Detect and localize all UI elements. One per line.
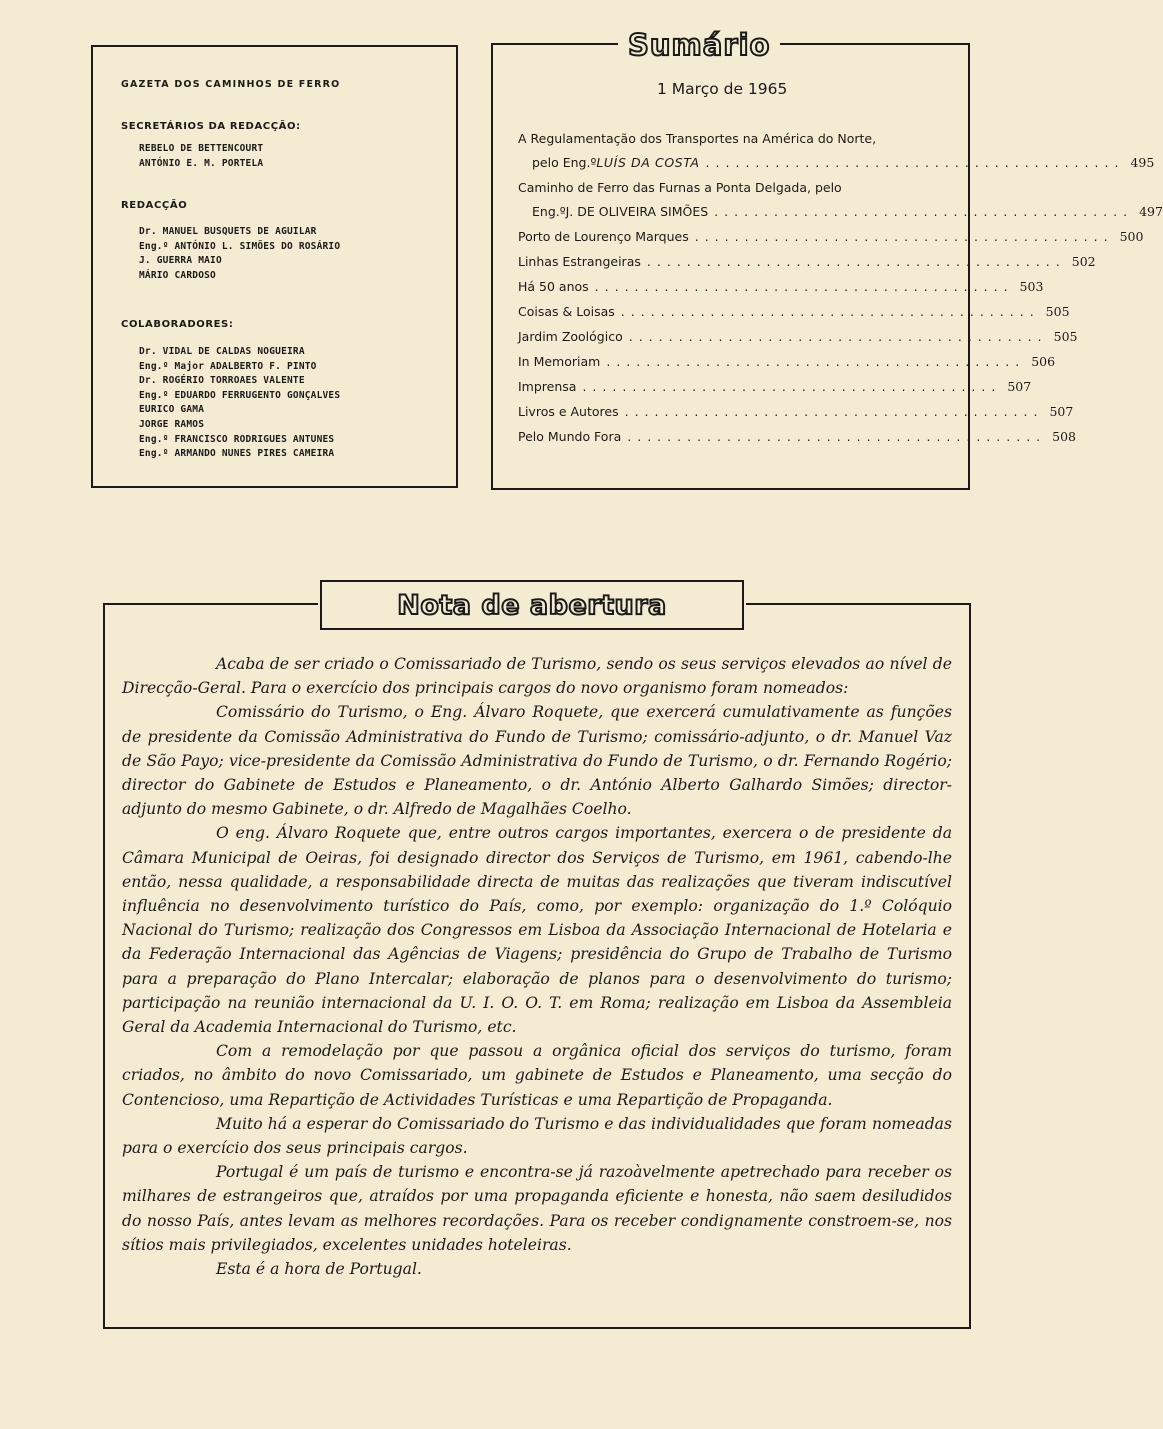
staff-name: MÁRIO CARDOSO [139,269,216,281]
toc-entry[interactable] [518,424,1077,449]
toc-page-number: 502 [1071,254,1096,269]
toc-entry-title: Linhas Estrangeiras [518,254,641,269]
staff-name: Eng.º EDUARDO FERRUGENTO GONÇALVES [139,389,341,401]
toc-leader-dots: .......................................... [714,204,1134,219]
secretarios-list [139,142,263,171]
toc-entry-prefix: pelo Eng.º [532,155,597,170]
toc-page-number: 500 [1119,229,1144,244]
toc-entry-title: Livros e Autores [518,404,619,419]
toc-entry[interactable] [518,374,1032,399]
toc-page-number: 507 [1049,404,1074,419]
toc-entry[interactable] [518,249,1096,274]
toc-entry[interactable] [518,128,1155,175]
toc-leader-dots: .......................................... [620,304,1040,319]
toc-page-number: 503 [1019,279,1044,294]
nota-paragraph: Muito há a esperar do Comissariado do Turismo e das individualidades que foram nomeadas para o exercício dos seus principais cargos. [122,1114,952,1158]
nota-title: Nota de abertura [397,589,667,621]
toc-leader-dots: .......................................... [606,354,1026,369]
toc-leader-dots: .......................................... [646,254,1066,269]
toc-page-number: 505 [1053,329,1078,344]
staff-name: EURICO GAMA [139,404,205,416]
toc-page-number: 507 [1007,379,1032,394]
nota-paragraph: O eng. Álvaro Roquete que, entre outros cargos importantes, exercera o de presidente da Câmara Municipal de Oeiras, foi designado director dos Serviços de Turismo, em 1961, cabendo-lhe então, nessa qualidade, a responsabilidade directa de muitas das realizações que tiveram indiscutível influência no desenvolvimento turístico do País, como, por exemplo: organização do 1.º Colóquio Nacional do Turismo; realização dos Congressos em Lisboa da Associação Internacional de Hotelaria e da Federação Internacional das Agências de Viagens; presidência do Grupo de Trabalho de Turismo para a preparação do Plano Intercalar; elaboração de planos para o desenvolvimento do turismo; participação na reunião internacional da U. I. O. O. T. em Roma; realização em Lisboa da Assembleia Geral da Academia Internacional do Turismo, etc. [122,824,952,1037]
table-of-contents [518,128,1163,449]
toc-page-number: 508 [1052,429,1077,444]
toc-entry[interactable] [518,299,1070,324]
toc-entry-title: A Regulamentação dos Transportes na América do Norte, [518,131,877,146]
toc-entry-title: Jardim Zoológico [518,329,623,344]
toc-entry[interactable] [518,177,1163,224]
staff-name: REBELO DE BETTENCOURT [139,143,264,154]
nota-body [122,652,952,1281]
redaccao-heading: REDACÇÃO [121,200,188,211]
redaccao-list [139,225,340,283]
toc-leader-dots: .......................................... [628,329,1048,344]
toc-page-number: 506 [1031,354,1056,369]
staff-name: Eng.º ANTÓNIO L. SIMÕES DO ROSÁRIO [139,240,341,252]
staff-name: Eng.º ARMANDO NUNES PIRES CAMEIRA [139,448,335,460]
nota-paragraph: Portugal é um país de turismo e encontra-se já razoàvelmente apetrechado para receber os milhares de estrangeiros que, atraídos por uma propaganda eficiente e honesta, não saem desiludidos do nosso País, antes levam as melhores recordações. Para os receber condignamente constroem-se, nos sítios mais privilegiados, excelentes unidades hoteleiras. [122,1163,952,1254]
staff-name: Eng.º FRANCISCO RODRIGUES ANTUNES [139,433,335,445]
toc-entry[interactable] [518,324,1078,349]
nota-paragraph: Acaba de ser criado o Comissariado de Turismo, sendo os seus serviços elevados ao nível de Direcção-Geral. Para o exercício dos principais cargos do novo organismo foram nomeados: [122,655,952,698]
toc-page-number: 495 [1130,155,1155,170]
staff-name: Eng.º Major ADALBERTO F. PINTO [139,360,317,372]
staff-name: Dr. VIDAL DE CALDAS NOGUEIRA [139,346,305,357]
toc-entry[interactable] [518,224,1144,249]
staff-name: J. GUERRA MAIO [139,255,222,267]
staff-name: JORGE RAMOS [139,418,205,430]
nota-paragraph: Com a remodelação por que passou a orgânica oficial dos serviços do turismo, foram criados, no âmbito do novo Comissariado, um gabinete de Estudos e Planeamento, uma secção do Contencioso, uma Repartição de Actividades Turísticas e uma Repartição de Propaganda. [122,1042,952,1109]
colaboradores-heading: COLABORADORES: [121,319,234,330]
sumario-title: Sumário [618,28,780,62]
toc-leader-dots: .......................................... [705,155,1125,170]
toc-entry-title: Porto de Lourenço Marques [518,229,689,244]
nota-paragraph: Comissário do Turismo, o Eng. Álvaro Roquete, que exercerá cumulativamente as funções de presidente da Comissão Administrativa do Fundo de Turismo; comissário-adjunto, o dr. Manuel Vaz de São Payo; vice-presidente da Comissão Administrativa do Fundo de Turismo, o dr. Fernando Rogério; director do Gabinete de Estudos e Planeamento, o dr. António Alberto Galhardo Simões; director-adjunto do mesmo Gabinete, o dr. Alfredo de Magalhães Coelho. [122,703,952,819]
masthead-box [91,45,458,488]
toc-leader-dots: .......................................... [594,279,1014,294]
publication-title: GAZETA DOS CAMINHOS DE FERRO [121,79,341,90]
toc-entry-author: J. DE OLIVEIRA SIMÕES [565,204,709,219]
staff-name: Dr. ROGÉRIO TORROAES VALENTE [139,375,305,387]
toc-entry[interactable] [518,349,1056,374]
toc-entry-author: LUÍS DA COSTA [596,155,700,170]
toc-entry[interactable] [518,399,1074,424]
toc-entry-title: Caminho de Ferro das Furnas a Ponta Delgada, pelo [518,180,842,195]
toc-page-number: 505 [1045,304,1070,319]
toc-entry-title: Há 50 anos [518,279,589,294]
staff-name: Dr. MANUEL BUSQUETS DE AGUILAR [139,226,317,237]
nota-paragraph: Esta é a hora de Portugal. [216,1260,422,1279]
toc-entry[interactable] [518,274,1044,299]
staff-name: ANTÓNIO E. M. PORTELA [139,157,264,169]
toc-entry-title: Pelo Mundo Fora [518,429,622,444]
toc-page-number: 497 [1139,204,1163,219]
toc-leader-dots: .......................................... [627,429,1047,444]
issue-date: 1 Março de 1965 [657,80,788,98]
toc-leader-dots: .......................................... [582,379,1002,394]
toc-leader-dots: .......................................... [694,229,1114,244]
nota-title-frame [320,580,744,630]
toc-entry-prefix: Eng.º [532,204,566,219]
secretarios-heading: SECRETÁRIOS DA REDACÇÃO: [121,121,301,132]
toc-entry-title: In Memoriam [518,354,601,369]
toc-leader-dots: .......................................... [624,404,1044,419]
colaboradores-list [139,345,340,462]
toc-entry-title: Coisas & Loisas [518,304,615,319]
toc-entry-title: Imprensa [518,379,577,394]
